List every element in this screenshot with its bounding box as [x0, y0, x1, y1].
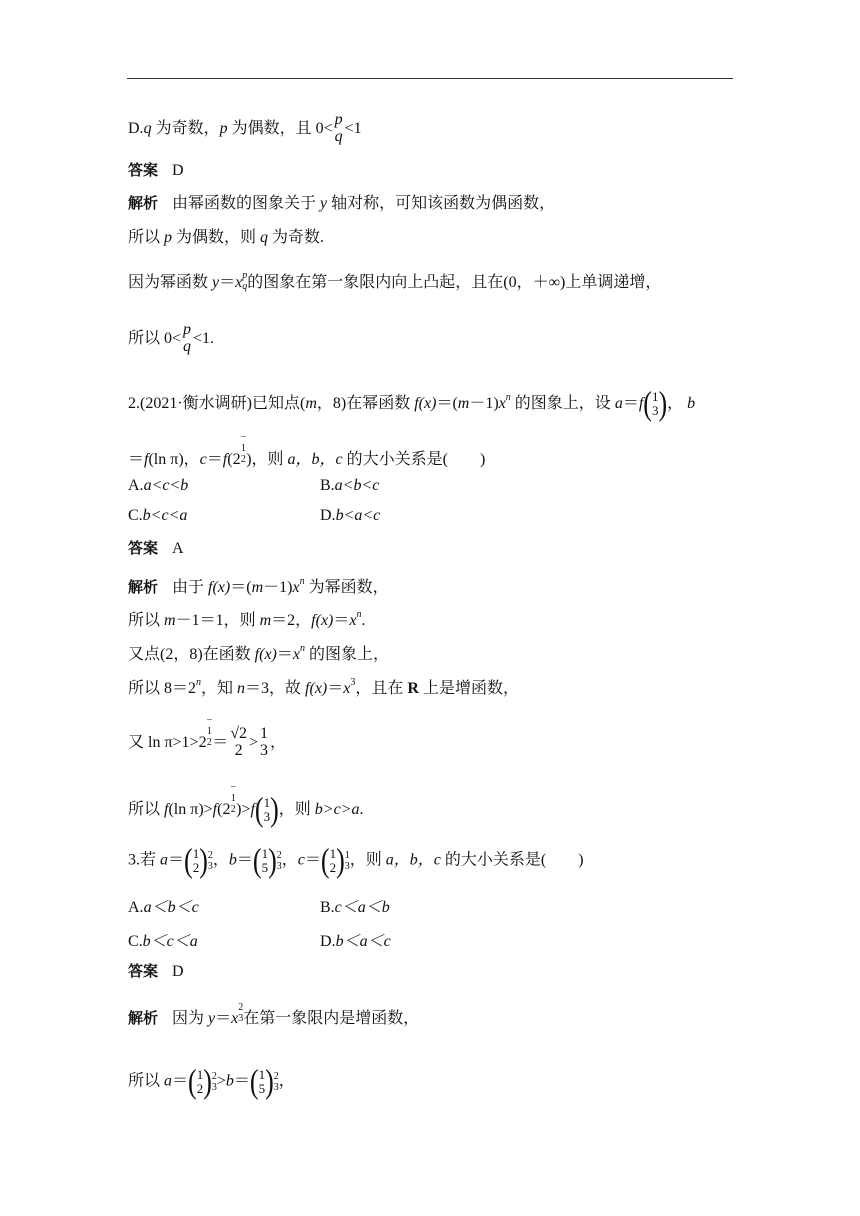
header-rule	[127, 78, 733, 79]
q2-option-c: C.b<c<a	[128, 507, 188, 524]
q1-option-d: D.q 为奇数，p 为偶数，且 0< p q <1	[128, 111, 362, 145]
q2-option-d: D.b<a<c	[320, 507, 381, 524]
q3-analysis-line1: 解析 因为 y＝x 2 3 在第一象限内是增函数，	[128, 1002, 420, 1027]
q1-analysis-line4: 所以 0< p q <1.	[128, 321, 215, 355]
q3-stem: 3.若 a＝( 1 2 ) 2 3 ，b＝( 1 5 ) 2 3 ，c＝( 1 2 ) 1 3 ，则 a，b，c 的大小关系是( )	[128, 841, 584, 880]
q2-analysis-line3: 又点(2，8)在函数 $f(x)=x^n$ 的图象上，	[128, 643, 390, 663]
q1-analysis-line1: 解析 由幂函数的图象关于 y 轴对称，可知该函数为偶函数，	[128, 194, 556, 212]
q2-answer: 答案 A	[128, 539, 184, 557]
q1-analysis-line2: 所以 p 为偶数，则 q 为奇数.	[128, 229, 325, 246]
q2-analysis-line1: 解析 由于 $f(x)=(m-1)x^n$ 为幂函数，	[128, 576, 389, 596]
q3-option-d: D.b＜a＜c	[320, 933, 391, 950]
q2-stem-line2: ＝f(ln π)，c＝f(2 − 1 2 )，则 a，b，c 的大小关系是( )	[128, 432, 486, 468]
q2-analysis-line4: 所以 $8=2^n$，知 n＝3，故 $f(x)=x^3$，且在 R 上是增函数，	[128, 677, 519, 697]
q1-answer: 答案 D	[128, 161, 184, 179]
q3-option-b: B.c＜a＜b	[320, 899, 390, 916]
q3-option-c: C.b＜c＜a	[128, 933, 198, 950]
q2-option-b: B.a<b<c	[320, 477, 380, 494]
q3-answer: 答案 D	[128, 962, 184, 980]
q3-option-a: A.a＜b＜c	[128, 899, 199, 916]
q2-analysis-line2: 所以 m－1＝1，则 m＝2，$f(x)=x^n$.	[128, 609, 366, 629]
q1-analysis-line3: 因为幂函数 y＝x p q 的图象在第一象限内向上凸起，且在(0，＋∞)上单调递增，	[128, 270, 662, 292]
q2-stem-line1: 2.(2021·衡水调研)已知点(m，8)在幂函数 $f(x)=(m-1)x^n$ 的图象上，设 a＝f( 1 3 )， b	[128, 384, 696, 423]
q2-option-a: A.a<c<b	[128, 477, 189, 494]
q2-analysis-line5: 又 ln π>1>2 − 1 2 ＝ √2 2 > 1 3 ，	[128, 715, 287, 759]
q2-analysis-line6: 所以 f(ln π)>f(2 − 1 2 )>f( 1 3 )，则 b>c>a.	[128, 782, 364, 829]
q3-analysis-line2: 所以 a＝( 1 2 ) 2 3 >b＝( 1 5 ) 2 3 ，	[128, 1062, 295, 1101]
